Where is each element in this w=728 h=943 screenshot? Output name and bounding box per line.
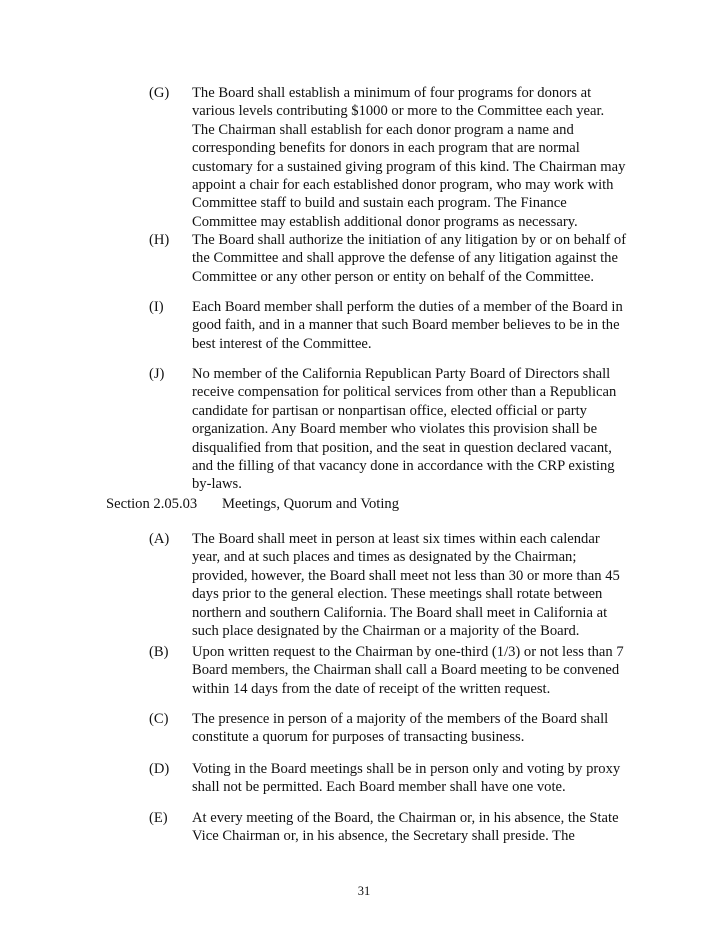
text-line: best interest of the Committee.	[192, 335, 372, 352]
paragraph-text	[192, 231, 632, 286]
text-line: Upon written request to the Chairman by one-third (1/3) or not less than 7	[192, 644, 624, 660]
text-line: The Board shall authorize the initiation of any litigation by or on behalf of	[192, 232, 627, 248]
text-line: good faith, and in a manner that such Board member believes to be in the	[192, 317, 620, 334]
text-line: corresponding benefits for donors in each program that are normal	[192, 140, 580, 157]
text-line: Board members, the Chairman shall call a Board meeting to be convened	[192, 662, 620, 679]
paragraph-text	[192, 760, 632, 797]
text-line: Committee staff to build and sustain each program. The Finance	[192, 195, 567, 212]
text-line: customary for a sustained giving program of this kind. The Chairman may	[192, 158, 626, 175]
paragraph-label: (H)	[149, 232, 170, 248]
text-line: appoint a chair for each established donor program, who may work with	[192, 177, 614, 194]
paragraph-label: (G)	[149, 85, 170, 101]
paragraph-text	[192, 809, 632, 846]
paragraph-label: (I)	[149, 299, 164, 315]
text-line: The Chairman shall establish for each donor program a name and	[192, 121, 574, 138]
paragraph-text	[192, 298, 632, 353]
text-line: days prior to the general election. These meetings shall rotate between	[192, 586, 603, 603]
text-line: Committee or any other person or entity on behalf of the Committee.	[192, 268, 595, 285]
paragraph-label: (C)	[149, 711, 169, 727]
paragraph-text	[192, 530, 632, 640]
text-line: Voting in the Board meetings shall be in person only and voting by proxy	[192, 761, 621, 777]
text-line: The presence in person of a majority of the members of the Board shall	[192, 711, 609, 727]
text-line: such place designated by the Chairman or a majority of the Board.	[192, 623, 580, 640]
paragraph-label: (J)	[149, 366, 165, 382]
page-number: 31	[357, 884, 371, 898]
text-line: disqualified from that position, and the seat in question declared vacant,	[192, 439, 612, 456]
text-line: candidate for partisan or nonpartisan office, elected official or party	[192, 402, 587, 419]
text-line: shall not be permitted. Each Board member shall have one vote.	[192, 779, 566, 796]
paragraph-label: (A)	[149, 531, 170, 547]
text-line: northern and southern California. The Board shall meet in California at	[192, 604, 608, 621]
paragraph-label: (B)	[149, 644, 169, 660]
text-line: Each Board member shall perform the duties of a member of the Board in	[192, 299, 623, 315]
text-line: year, and at such places and times as designated by the Chairman;	[192, 549, 577, 566]
text-line: various levels contributing $1000 or more to the Committee each year.	[192, 103, 605, 120]
paragraph-label: (E)	[149, 810, 168, 826]
text-line: No member of the California Republican Party Board of Directors shall	[192, 366, 611, 382]
section-title: Meetings, Quorum and Voting	[222, 496, 400, 512]
text-line: by-laws.	[192, 476, 242, 493]
paragraph-text	[192, 84, 632, 231]
text-line: receive compensation for political services from other than a Republican	[192, 384, 617, 401]
text-line: the Committee and shall approve the defense of any litigation against the	[192, 250, 618, 267]
paragraph-text	[192, 710, 632, 747]
text-line: Vice Chairman or, in his absence, the Secretary shall preside. The	[192, 828, 575, 845]
text-line: At every meeting of the Board, the Chairman or, in his absence, the State	[192, 810, 619, 826]
text-line: Committee may establish additional donor programs as necessary.	[192, 213, 578, 230]
paragraph-text	[192, 365, 632, 494]
section-number: Section 2.05.03	[106, 496, 198, 512]
paragraph-label: (D)	[149, 761, 170, 777]
text-line: constitute a quorum for purposes of transacting business.	[192, 729, 525, 746]
text-line: within 14 days from the date of receipt of the written request.	[192, 680, 551, 697]
text-line: and the filling of that vacancy done in accordance with the CRP existing	[192, 458, 615, 475]
text-line: organization. Any Board member who violates this provision shall be	[192, 421, 598, 438]
paragraph-text	[192, 643, 632, 698]
text-line: provided, however, the Board shall meet not less than 30 or more than 45	[192, 567, 620, 584]
text-line: The Board shall meet in person at least six times within each calendar	[192, 531, 600, 547]
text-line: The Board shall establish a minimum of four programs for donors at	[192, 85, 592, 101]
